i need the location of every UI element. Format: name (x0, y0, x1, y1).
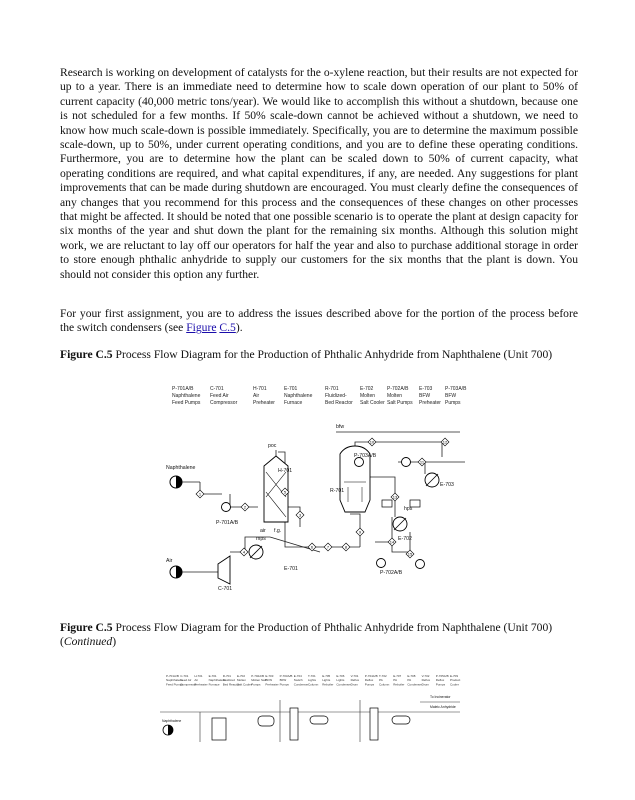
equipment-header-2-l1: BFW (265, 678, 273, 683)
equipment-header-2-tag: P-702A/B (251, 674, 265, 678)
figure-caption-1 (60, 348, 578, 362)
maleic-label: Maleic Anhydride (430, 705, 456, 709)
body-paragraph-2 (60, 307, 578, 336)
stream-number: 15 (407, 551, 413, 557)
poc-label: poc (268, 443, 277, 449)
equipment-header-2-tag: R-701 (222, 674, 231, 678)
process-flow-diagram-2 (160, 672, 470, 742)
h701-label: H-701 (278, 468, 293, 474)
equipment-header-l1: Molten (360, 393, 376, 399)
equipment-header-l2: Pumps (445, 400, 461, 406)
equipment-header-2-tag: C-701 (180, 674, 189, 678)
equipment-header-2-l2: Furnace (208, 682, 220, 687)
paragraph-2-text: For your first assignment, you are to address the issues described above for the portion of the process before the switch condensers (see (60, 307, 578, 335)
equipment-header-2-tag: E-702 (237, 674, 246, 678)
equipment-header-2-l1: Switch (293, 678, 303, 683)
equipment-header-2-l1: Lights (322, 678, 331, 683)
equipment-header-2-l1: Fluidized (222, 678, 235, 683)
equipment-header-2-tag: V-702 (421, 674, 430, 678)
equipment-header-2-tag: E-701 (208, 674, 217, 678)
equipment-header-2-tag: E-708 (407, 674, 416, 678)
equipment-header-2-tag: H-701 (194, 674, 203, 678)
equipment-header-l2: Salt Cooler (360, 400, 385, 406)
equipment-header-l2: Bed Reactor (325, 400, 353, 406)
e702-label: E-702 (398, 536, 412, 542)
equipment-header-2-l2: Reboiler (322, 682, 334, 687)
equipment-header-tag: E-703 (419, 386, 433, 392)
equipment-header-tag: C-701 (210, 386, 224, 392)
equipment-header-l1: Feed Air (210, 393, 229, 399)
equipment-header-tag: P-701A/B (172, 386, 194, 392)
p702-label: P-702A/B (380, 570, 403, 576)
equipment-header-2-l1: PA (393, 678, 397, 683)
equipment-header-2-tag: P-703A/B (279, 674, 293, 678)
fuel-gas-label: f.g. (274, 528, 282, 534)
equipment-header-2-l1: Reflux (421, 678, 431, 683)
equipment-header-l2: Salt Pumps (387, 400, 413, 406)
air-in-label: air (260, 528, 266, 534)
equipment-header-tag: H-701 (253, 386, 267, 392)
e701-label: E-701 (284, 566, 298, 572)
equipment-header-2-l2: Column (308, 682, 319, 687)
p703-label: P-703A/B (354, 453, 377, 459)
equipment-header-2-tag: P-705A/B (435, 674, 449, 678)
equipment-header-2-l1: Molten Salt (251, 678, 267, 683)
stream-number: 4 (242, 549, 246, 555)
caption-2-end: ) (112, 635, 117, 649)
equipment-header-2-l1: Feed Air (180, 678, 192, 683)
equipment-header-tag: P-703A/B (445, 386, 467, 392)
equipment-header-2-l2: Pumps (364, 682, 375, 687)
figure-caption-2 (60, 621, 578, 650)
equipment-header-2-l1: Product (450, 678, 461, 683)
equipment-header-2-l2: Feed Pumps (166, 682, 184, 687)
equipment-header-2-l1: PA (379, 678, 383, 683)
equipment-header-l1: Air (253, 393, 260, 399)
body-paragraph-1: Research is working on development of catalysts for the o-xylene reaction, but their results are not expected for up to a year. There is an immediate need to determine how to scale down operation of our plant to 50% of current capacity (40,000 metric tons/year). We would like to accomplish this without a shutdown, because one is not scheduled for a few months. If 50% scale-down cannot be achieved without a shutdown, we need to know how much scale-down is possible immediately. Specifically, you are to determine the maximum possible scale-down, up to 50%, under current operating conditions, and you are to define these operating conditions. Furthermore, you are to determine how the plant can be scaled down to 50% of current capacity, what operating conditions are required, and what capital expenditures, if any, are needed. Any suggestions for plant improvements that can be made during shutdown are encouraged. You must clearly define the consequences of any changes that you recommend for this process and the consequences of these changes on other processes that might be affected. It should be noted that one possible scenario is to operate the plant at design capacity for six months of the year and shut down the plant for the remaining six months. Although this solution might work, we are reluctant to lay off our operators for half the year and also to purchase additional storage in order to store enough phthalic anhydride to supply our customers for the six months that the plant is down. You should not consider this option any further. (60, 66, 578, 281)
equipment-header-2-l2: Drum (421, 682, 429, 687)
stream-number: 10 (369, 439, 375, 445)
equipment-header-2-l1: Lights (308, 678, 317, 683)
equipment-header-2-tag: T-702 (379, 674, 387, 678)
equipment-header-2-tag: V-701 (350, 674, 359, 678)
equipment-header-l1: Naphthalene (172, 393, 201, 399)
caption-2-text: Process Flow Diagram for the Production of Phthalic Anhydride from Naphthalene (Unit 700) ( (60, 621, 553, 649)
stream-number: 9 (358, 529, 362, 535)
equipment-header-tag: P-702A/B (387, 386, 409, 392)
r701-label: R-701 (330, 488, 345, 494)
equipment-header-2-l1: Reflux (364, 678, 374, 683)
equipment-header-2-l2: Compressor (180, 682, 197, 687)
equipment-header-2-l2: Preheater (265, 682, 279, 687)
equipment-header-tag: E-702 (360, 386, 374, 392)
stream-number: 8 (344, 544, 348, 550)
equipment-header-2-l2: Cooler (450, 682, 459, 687)
equipment-header-2-l1: Naphthalene (208, 678, 226, 683)
stream-number: 5 (283, 489, 287, 495)
equipment-header-2-l2: Salt Cooler (237, 682, 252, 687)
naphthalene-label: Naphthalene (166, 465, 196, 471)
equipment-header-2-l2: Pumps (279, 682, 289, 687)
equipment-header-l2: Preheater (419, 400, 441, 406)
equipment-header-2-l2: Bed Reactor (222, 682, 240, 687)
equipment-header-2-tag: P-701A/B (166, 674, 179, 678)
equipment-header-2-l1: Reflux (435, 678, 445, 683)
caption-2-label: Figure C.5 (60, 621, 113, 634)
equipment-header-l1: Fluidized- (325, 393, 347, 399)
process-flow-diagram-1 (160, 382, 470, 590)
equipment-header-l2: Furnace (284, 400, 303, 406)
equipment-header-2-tag: E-709 (450, 674, 459, 678)
equipment-header-2-l1: Reflux (350, 678, 360, 683)
equipment-header-2-l1: Lights (336, 678, 345, 683)
stream-number: 13 (392, 494, 398, 500)
stream-number: 6 (310, 544, 314, 550)
equipment-header-l1: Naphthalene (284, 393, 313, 399)
equipment-header-2-l2: Condenser (293, 682, 309, 687)
equipment-header-2-l2: Pumps (251, 682, 261, 687)
equipment-header-2-tag: E-703 (265, 674, 274, 678)
equipment-header-2-l2: Preheater (194, 682, 208, 687)
equipment-header-2-l1: PA (407, 678, 412, 683)
equipment-header-2-tag: E-705 (322, 674, 331, 678)
equipment-header-l2: Preheater (253, 400, 275, 406)
equipment-header-2-l2: Column (379, 682, 390, 687)
equipment-header-2-l1: BFW (279, 678, 287, 683)
equipment-header-2-l2: Reboiler (393, 682, 405, 687)
stream-number: 3 (298, 512, 302, 518)
p701-label: P-701A/B (216, 520, 239, 526)
equipment-header-row-2 (166, 674, 461, 686)
stream-number: 1 (198, 491, 202, 497)
equipment-header-l2: Compressor (210, 400, 238, 406)
equipment-header-2-l1: Naphthalene (166, 678, 184, 683)
equipment-header-l2: Feed Pumps (172, 400, 201, 406)
equipment-header-2-l2: Drum (350, 682, 358, 687)
stream-number: 12 (442, 439, 448, 445)
equipment-header-2-tag: E-704 (293, 674, 302, 678)
stream-number: 14 (389, 539, 395, 545)
equipment-header-2-l1: Air (194, 678, 199, 683)
stream-number: 2 (243, 504, 247, 510)
equipment-header-2-tag: P-704A/B (364, 674, 378, 678)
equipment-header-tag: R-701 (325, 386, 339, 392)
caption-2-italic: Continued (63, 635, 113, 649)
equipment-header-l1: BFW (419, 393, 431, 399)
equipment-header-2-l2: Condenser (407, 682, 423, 687)
to-incinerator-label: To Incinerator (430, 695, 451, 699)
equipment-header-2-tag: T-701 (308, 674, 316, 678)
caption-1-label: Figure C.5 (60, 348, 113, 361)
c701-label: C-701 (218, 586, 233, 590)
e703-label: E-703 (440, 482, 454, 488)
figure-number-link[interactable]: C.5 (219, 321, 236, 335)
stream-number: 7 (326, 544, 330, 550)
equipment-header-l1: Molten (387, 393, 403, 399)
figure-link[interactable]: Figure (186, 321, 217, 335)
equipment-header-2-l2: Pumps (435, 682, 446, 687)
equipment-header-row (172, 386, 467, 406)
paragraph-2-end: ). (235, 321, 243, 335)
stream-number: 11 (419, 459, 425, 465)
equipment-header-2-tag: E-707 (393, 674, 402, 678)
equipment-header-l1: BFW (445, 393, 457, 399)
air-label: Air (166, 558, 173, 564)
equipment-header-2-l2: Condenser (336, 682, 352, 687)
mps-label: mps (256, 536, 266, 542)
equipment-header-2-l1: Molten (237, 678, 247, 683)
equipment-header-2-tag: E-706 (336, 674, 345, 678)
caption-1-text: Process Flow Diagram for the Production of Phthalic Anhydride from Naphthalene (Unit 700) (112, 348, 553, 361)
bfw-label: bfw (336, 424, 345, 430)
hps-label: hps (404, 506, 413, 512)
naphthalene-label-2: Naphthalene (162, 719, 182, 723)
equipment-header-tag: E-701 (284, 386, 298, 392)
